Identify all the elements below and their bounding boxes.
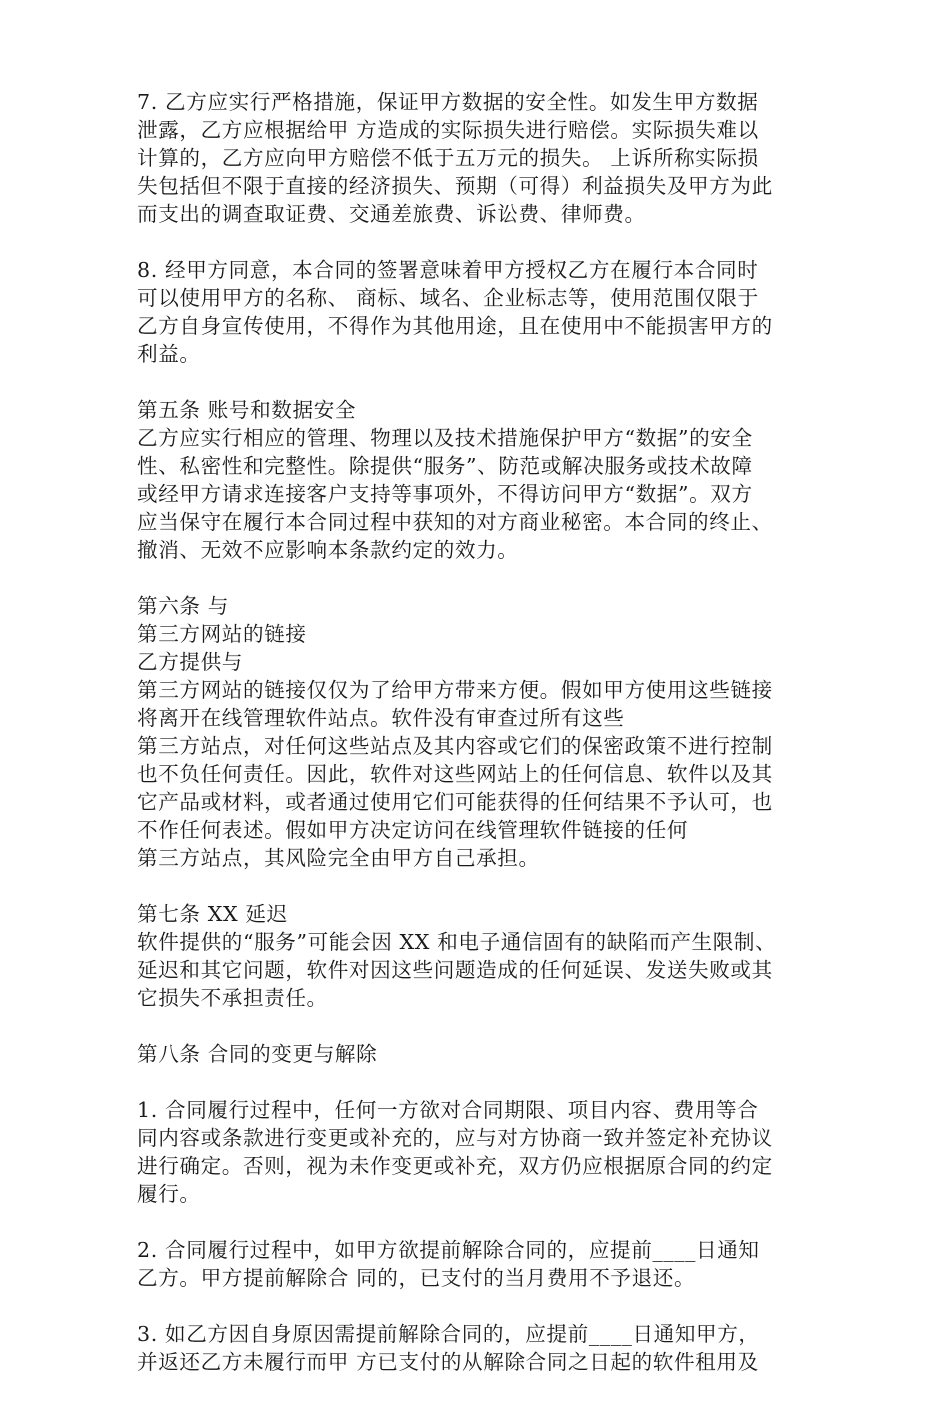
text-line: 而支出的调查取证费、交通差旅费、诉讼费、律师费。 — [137, 202, 646, 226]
text-line: 同内容或条款进行变更或补充的，应与对方协商一致并签定补充协议 — [137, 1126, 773, 1150]
text-line: 将离开在线管理软件站点。软件没有审查过所有这些 — [137, 706, 625, 730]
text-line: 软件提供的“服务”可能会因 XX 和电子通信固有的缺陷而产生限制、 — [137, 930, 777, 954]
text-line: 3. 如乙方因自身原因需提前解除合同的，应提前____日通知甲方， — [137, 1322, 760, 1346]
text-line: 撤消、无效不应影响本条款约定的效力。 — [137, 538, 519, 562]
text-line: 第三方网站的链接仅仅为了给甲方带来方便。假如甲方使用这些链接 — [137, 678, 773, 702]
paragraph — [137, 396, 837, 564]
text-line: 或经甲方请求连接客户支持等事项外，不得访问甲方“数据”。双方 — [137, 482, 753, 506]
text-line: 第三方站点，其风险完全由甲方自己承担。 — [137, 846, 540, 870]
paragraph — [137, 1040, 837, 1068]
paragraph — [137, 900, 837, 1012]
text-line: 并返还乙方未履行而甲 方已支付的从解除合同之日起的软件租用及 — [137, 1350, 759, 1374]
text-line: 第六条 与 — [137, 594, 229, 618]
text-line: 8. 经甲方同意，本合同的签署意味着甲方授权乙方在履行本合同时 — [137, 258, 759, 282]
paragraph — [137, 88, 837, 228]
text-line: 乙方应实行相应的管理、物理以及技术措施保护甲方“数据”的安全 — [137, 426, 753, 450]
text-line: 乙方。甲方提前解除合 同的，已支付的当月费用不予退还。 — [137, 1266, 696, 1290]
text-line: 履行。 — [137, 1182, 201, 1206]
text-line: 不作任何表述。假如甲方决定访问在线管理软件链接的任何 — [137, 818, 689, 842]
text-line: 乙方自身宣传使用，不得作为其他用途，且在使用中不能损害甲方的 — [137, 314, 773, 338]
document-body — [137, 88, 837, 1404]
text-line: 它产品或材料，或者通过使用它们可能获得的任何结果不予认可，也 — [137, 790, 773, 814]
text-line: 1. 合同履行过程中，任何一方欲对合同期限、项目内容、费用等合 — [137, 1098, 759, 1122]
text-line: 也不负任何责任。因此，软件对这些网站上的任何信息、软件以及其 — [137, 762, 773, 786]
text-line: 泄露，乙方应根据给甲 方造成的实际损失进行赔偿。实际损失难以 — [137, 118, 759, 142]
text-line: 它损失不承担责任。 — [137, 986, 328, 1010]
text-line: 第三方网站的链接 — [137, 622, 307, 646]
text-line: 2. 合同履行过程中，如甲方欲提前解除合同的，应提前____日通知 — [137, 1238, 760, 1262]
text-line: 7. 乙方应实行严格措施，保证甲方数据的安全性。如发生甲方数据 — [137, 90, 759, 114]
text-line: 第三方站点，对任何这些站点及其内容或它们的保密政策不进行控制 — [137, 734, 773, 758]
text-line: 第八条 合同的变更与解除 — [137, 1042, 378, 1066]
paragraph — [137, 1096, 837, 1208]
text-line: 利益。 — [137, 342, 201, 366]
text-line: 计算的，乙方应向甲方赔偿不低于五万元的损失。 上诉所称实际损 — [137, 146, 759, 170]
text-line: 失包括但不限于直接的经济损失、预期（可得）利益损失及甲方为此 — [137, 174, 773, 198]
text-line: 应当保守在履行本合同过程中获知的对方商业秘密。本合同的终止、 — [137, 510, 773, 534]
text-line: 第七条 XX 延迟 — [137, 902, 288, 926]
text-line: 乙方提供与 — [137, 650, 243, 674]
text-line: 性、私密性和完整性。除提供“服务”、防范或解决服务或技术故障 — [137, 454, 753, 478]
text-line: 第五条 账号和数据安全 — [137, 398, 357, 422]
paragraph — [137, 1236, 837, 1292]
paragraph — [137, 592, 837, 872]
paragraph — [137, 256, 837, 368]
text-line: 延迟和其它问题，软件对因这些问题造成的任何延误、发送失败或其 — [137, 958, 773, 982]
text-line: 进行确定。否则，视为未作变更或补充，双方仍应根据原合同的约定 — [137, 1154, 773, 1178]
text-line: 可以使用甲方的名称、 商标、域名、企业标志等，使用范围仅限于 — [137, 286, 759, 310]
paragraph — [137, 1320, 837, 1376]
